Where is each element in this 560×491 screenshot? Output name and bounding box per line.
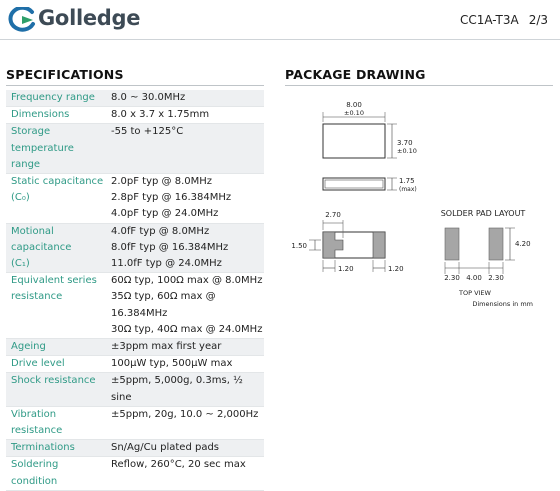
spec-value bbox=[107, 174, 264, 224]
spec-label bbox=[6, 440, 107, 457]
spec-value-line: 4.0fF typ @ 8.0MHz bbox=[111, 225, 210, 237]
spec-value bbox=[107, 356, 264, 373]
dim-bottom-width: 2.70 bbox=[325, 211, 341, 219]
dim-bottom-pad-left: 1.20 bbox=[338, 265, 354, 273]
spec-label-line: Drive level bbox=[11, 358, 65, 370]
spec-label-line: Terminations bbox=[11, 442, 75, 454]
spec-label-line: Storage temperature bbox=[11, 126, 74, 154]
spec-value-line: 2.8pF typ @ 16.384MHz bbox=[111, 192, 232, 204]
spec-row bbox=[6, 339, 264, 356]
spec-label-line: Soldering condition bbox=[11, 459, 59, 487]
solder-pad-title: SOLDER PAD LAYOUT bbox=[440, 209, 526, 218]
dim-pad-gap: 4.00 bbox=[466, 274, 482, 282]
spec-label bbox=[6, 406, 107, 439]
spec-row bbox=[6, 457, 264, 490]
spec-label bbox=[6, 107, 107, 124]
dim-top-height: 3.70 bbox=[397, 139, 413, 147]
product-code: CC1A-T3A bbox=[459, 13, 519, 27]
spec-value bbox=[107, 223, 264, 273]
spec-label-line: range bbox=[11, 158, 41, 170]
spec-label-line: Ageing bbox=[11, 341, 46, 353]
spec-value-line: 2.0pF typ @ 8.0MHz bbox=[111, 176, 213, 188]
spec-label bbox=[6, 457, 107, 490]
spec-value-line: ±5ppm, 20g, 10.0 ~ 2,000Hz bbox=[111, 408, 259, 420]
package-drawing-heading: PACKAGE DRAWING bbox=[285, 67, 426, 82]
spec-label-line: (C₁) bbox=[11, 258, 30, 270]
spec-value-line: ±5ppm, 5,000g, 0.3ms, ½ sine bbox=[111, 375, 243, 403]
spec-label-line: Motional capacitance bbox=[11, 225, 72, 253]
specifications-rule bbox=[6, 85, 264, 86]
header bbox=[0, 0, 560, 40]
spec-value bbox=[107, 339, 264, 356]
package-drawing-rule bbox=[285, 85, 553, 86]
dim-side-height-note: (max) bbox=[399, 186, 417, 193]
spec-value bbox=[107, 107, 264, 124]
spec-row bbox=[6, 273, 264, 339]
spec-value-line: -55 to +125°C bbox=[111, 126, 184, 138]
page-number: 2/3 bbox=[528, 13, 548, 27]
spec-value bbox=[107, 440, 264, 457]
spec-label bbox=[6, 124, 107, 174]
top-view-label: TOP VIEW bbox=[459, 289, 491, 297]
spec-label-line: Equivalent series bbox=[11, 275, 97, 287]
spec-row bbox=[6, 223, 264, 273]
dimensions-note: Dimensions in mm bbox=[472, 300, 533, 308]
spec-label bbox=[6, 273, 107, 339]
spec-label-line: Vibration resistance bbox=[11, 408, 63, 437]
brand-name: Golledge bbox=[38, 6, 141, 30]
spec-row bbox=[6, 107, 264, 124]
spec-label bbox=[6, 373, 107, 406]
dim-side-height: 1.75 bbox=[399, 177, 415, 185]
spec-value bbox=[107, 406, 264, 439]
crystal-top-view bbox=[323, 124, 385, 158]
spec-value-line: ±3ppm max first year bbox=[111, 341, 222, 353]
spec-value-line: 8.0 ~ 30.0MHz bbox=[111, 92, 186, 103]
spec-label-line: Dimensions bbox=[11, 109, 70, 121]
spec-value-line: 35Ω typ, 60Ω max @ 16.384MHz bbox=[111, 291, 216, 319]
spec-label-line: (C₀) bbox=[11, 192, 30, 204]
dim-top-height-tol: ±0.10 bbox=[397, 147, 417, 155]
dim-pad-height: 4.20 bbox=[515, 240, 531, 248]
specifications-heading: SPECIFICATIONS bbox=[6, 67, 124, 82]
spec-value bbox=[107, 457, 264, 490]
spec-row bbox=[6, 124, 264, 174]
dim-bottom-pad-right: 1.20 bbox=[388, 265, 404, 273]
spec-value-line: 30Ω typ, 40Ω max @ 24.0MHz bbox=[111, 323, 263, 335]
spec-value bbox=[107, 273, 264, 339]
spec-value bbox=[107, 373, 264, 406]
spec-value-line: 11.0fF typ @ 24.0MHz bbox=[111, 258, 222, 270]
header-divider bbox=[0, 39, 560, 40]
spec-value-line: Reflow, 260°C, 20 sec max bbox=[111, 459, 246, 471]
golledge-logo-icon bbox=[8, 7, 36, 33]
spec-label-line: Frequency range bbox=[11, 92, 95, 103]
spec-value bbox=[107, 124, 264, 174]
solder-pad-right bbox=[489, 228, 503, 260]
spec-value-line: 8.0fF typ @ 16.384MHz bbox=[111, 241, 229, 253]
spec-row bbox=[6, 356, 264, 373]
spec-label bbox=[6, 356, 107, 373]
spec-label bbox=[6, 223, 107, 273]
spec-row bbox=[6, 373, 264, 406]
spec-row bbox=[6, 174, 264, 224]
dim-pad-w2: 2.30 bbox=[488, 274, 504, 282]
spec-label bbox=[6, 174, 107, 224]
document-code bbox=[450, 13, 548, 27]
spec-row bbox=[6, 440, 264, 457]
dim-top-width-tol: ±0.10 bbox=[344, 109, 364, 117]
spec-value bbox=[107, 90, 264, 107]
package-drawing-svg bbox=[285, 92, 555, 322]
spec-value-line: 8.0 x 3.7 x 1.75mm bbox=[111, 109, 210, 121]
spec-label-line: resistance bbox=[11, 291, 63, 303]
spec-value-line: 100μW typ, 500μW max bbox=[111, 358, 233, 370]
solder-pad-left bbox=[445, 228, 459, 260]
spec-row bbox=[6, 90, 264, 107]
spec-label bbox=[6, 339, 107, 356]
spec-label-line: Static capacitance bbox=[11, 176, 104, 188]
spec-row bbox=[6, 406, 264, 439]
spec-value-line: 4.0pF typ @ 24.0MHz bbox=[111, 208, 219, 220]
specifications-table bbox=[6, 90, 264, 491]
spec-label-line: Shock resistance bbox=[11, 375, 96, 387]
spec-value-line: 60Ω typ, 100Ω max @ 8.0MHz bbox=[111, 275, 263, 287]
dim-bottom-height: 1.50 bbox=[291, 242, 307, 250]
dim-top-width: 8.00 bbox=[346, 101, 362, 109]
dim-pad-w1: 2.30 bbox=[444, 274, 460, 282]
package-drawing bbox=[285, 92, 555, 322]
spec-value-line: Sn/Ag/Cu plated pads bbox=[111, 442, 219, 454]
spec-label bbox=[6, 90, 107, 107]
